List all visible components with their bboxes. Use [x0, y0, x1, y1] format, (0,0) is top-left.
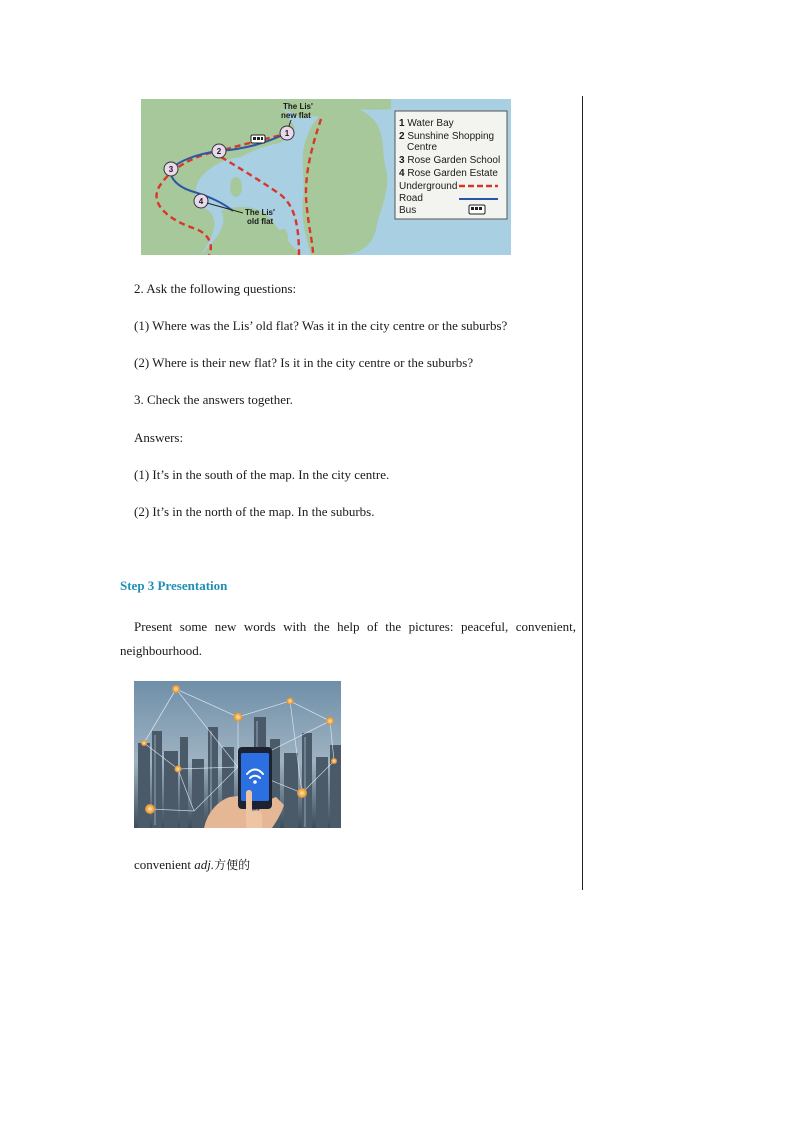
svg-text:3: 3 [168, 165, 174, 174]
answer-2: (2) It’s in the north of the map. In the suburbs. [134, 504, 375, 519]
small-island [278, 229, 288, 245]
marker-1 [280, 126, 294, 140]
vocab-pos: adj. [194, 857, 215, 872]
instruction-step3: 3. Check the answers together. [134, 392, 293, 407]
vocab-caption [134, 856, 250, 873]
vocab-word: convenient [134, 857, 195, 872]
svg-text:1: 1 [284, 129, 290, 138]
marker-2 [212, 144, 226, 158]
map-figure [141, 99, 511, 255]
convenient-picture [134, 681, 341, 828]
instruction-step2: 2. Ask the following questions: [134, 281, 297, 296]
marker-3 [164, 162, 178, 176]
svg-text:1 Water Bay: 1 Water Bay [399, 118, 454, 129]
svg-text:Bus: Bus [399, 205, 417, 216]
bus-icon [251, 135, 265, 143]
question-2: (2) Where is their new flat? Is it in the city centre or the suburbs? [134, 355, 474, 370]
section-paragraph: Present some new words with the help of the pictures: peaceful, convenient, neighbourhood. [120, 619, 576, 658]
svg-text:2: 2 [216, 147, 222, 156]
svg-text:2 Sunshine Shopping: 2 Sunshine Shopping [399, 131, 495, 142]
page-margin-line [582, 96, 583, 890]
svg-text:4: 4 [198, 197, 204, 206]
answer-1: (1) It’s in the south of the map. In the city centre. [134, 467, 390, 482]
old-flat-label: old flat [247, 217, 274, 226]
small-island [230, 177, 242, 197]
svg-text:Centre: Centre [407, 142, 438, 153]
question-1: (1) Where was the Lis’ old flat? Was it in the city centre or the suburbs? [134, 318, 508, 333]
section-heading: Step 3 Presentation [120, 578, 228, 593]
new-flat-label: new flat [281, 111, 311, 120]
vocab-meaning: 方便的 [214, 858, 251, 872]
old-flat-label: The Lis' [245, 208, 275, 217]
svg-text:Underground: Underground [399, 181, 458, 192]
new-flat-label: The Lis' [283, 102, 313, 111]
svg-text:Road: Road [399, 193, 423, 204]
legend-bus-icon [469, 205, 485, 214]
svg-text:4 Rose Garden Estate: 4 Rose Garden Estate [399, 168, 498, 179]
east-island [303, 106, 388, 255]
svg-text:3 Rose Garden School: 3 Rose Garden School [399, 155, 501, 166]
marker-4 [194, 194, 208, 208]
answers-label: Answers: [134, 430, 184, 445]
